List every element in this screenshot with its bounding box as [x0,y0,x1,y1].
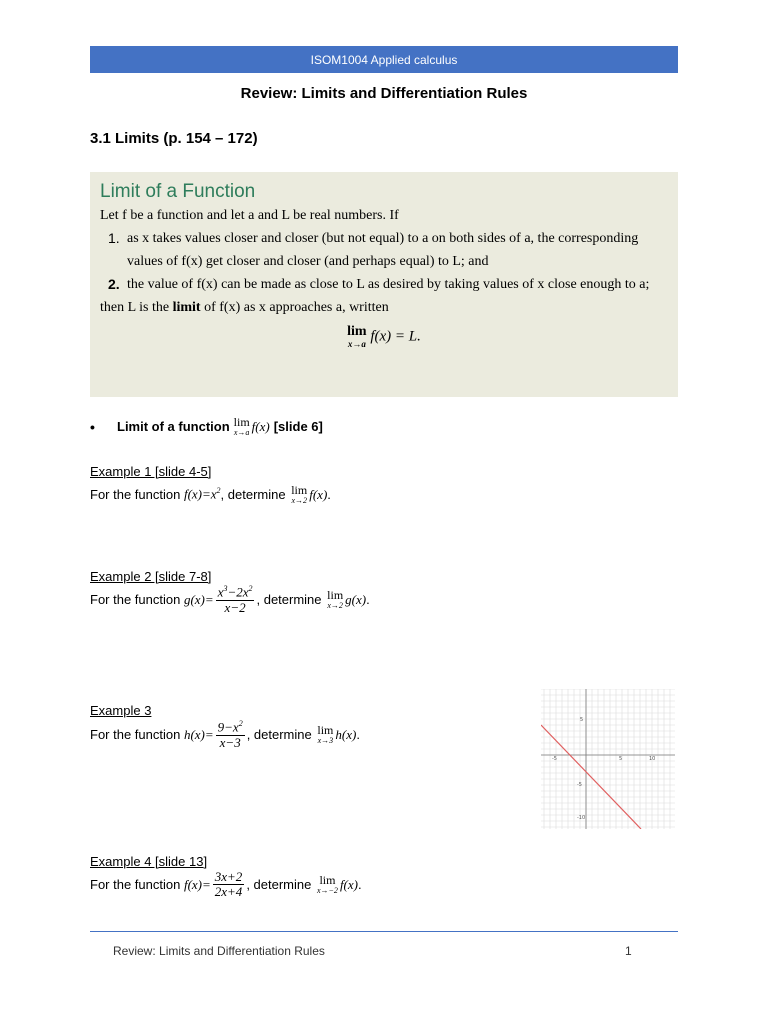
bullet-limit-of-function [90,416,323,437]
example-3-text: For the function h(x)= $\frac{9-x^2}{x-3}$ , determine lim x→3 h(x) . [90,719,360,750]
definition-item-1 [100,227,668,273]
definition-intro: Let f be a function and let a and L be real numbers. If [100,208,399,223]
definition-conclusion: then L is the limit of f(x) as x approaches a, written [100,300,389,315]
example-3-heading: Example 3 [90,703,152,718]
definition-heading: Limit of a Function [100,181,256,202]
fraction: $\frac{x^3-2x^2}{x-2}$ [217,584,253,615]
section-heading: 3.1 Limits (p. 154 – 172) [90,130,258,147]
x-tick-label: 10 [649,756,656,762]
example-1-text: For the function $f(x)=x^2$ , determine lim x→2 f(x) . [90,483,331,505]
limit-operator: lim x→a [233,415,250,437]
limit-operator: lim x→a [347,324,367,349]
fraction: $\frac{3x+2}{2x+4}$ [214,869,243,900]
item-number: 2. [108,276,120,292]
fraction: $\frac{9-x^2}{x-3}$ [217,719,243,750]
y-tick-label: 5 [580,717,584,723]
page-number: 1 [625,944,632,958]
limit-operator: lim x→−2 [316,873,338,896]
x-tick-label: -5 [552,756,557,762]
example-1-heading: Example 1 [slide 4-5] [90,464,212,479]
function-definition: $f(x)=x^2$ [183,486,221,502]
footer-divider [90,931,678,932]
item-text: the value of f(x) can be made as close to L as desired by taking values of x close enough to a; [127,277,650,292]
document-title: Review: Limits and Differentiation Rules [240,85,528,102]
limit-operator: lim x→2 [327,588,344,611]
y-tick-label: -10 [577,815,586,821]
bullet-label: Limit of a function [117,419,230,434]
definition-box [90,172,678,397]
graph-svg [541,689,675,829]
limit-formula [100,325,668,349]
bullet-icon: • [90,418,95,435]
definition-item-2 [100,273,668,296]
example-2-heading: Example 2 [slide 7-8] [90,569,212,584]
footer-title: Review: Limits and Differentiation Rules [113,944,325,958]
y-tick-label: -5 [577,782,582,788]
example-2-text: For the function g(x)= $\frac{x^3-2x^2}{x-2}$ , determine lim x→2 g(x) . [90,584,370,615]
formula-expression: f(x) = L. [370,328,421,345]
header-bar [90,46,678,73]
limit-operator: lim x→3 [317,723,334,746]
function-graph [541,689,675,829]
limit-expression: f(x) [251,418,270,434]
item-text: as x takes values closer and closer (but not equal) to a on both sides of a, the corresponding values of f(x) get closer and closer (and perhaps equal) to L; and [127,231,639,269]
slide-reference: [slide 6] [273,419,323,434]
x-tick-label: 5 [619,756,623,762]
example-4-heading: Example 4 [slide 13] [90,854,208,869]
limit-operator: lim x→2 [291,483,308,505]
example-4-text: For the function f(x)= $\frac{3x+2}{2x+4}$ , determine lim x→−2 f(x) . [90,869,362,900]
item-number: 1. [108,230,120,246]
course-name: ISOM1004 Applied calculus [310,52,458,67]
